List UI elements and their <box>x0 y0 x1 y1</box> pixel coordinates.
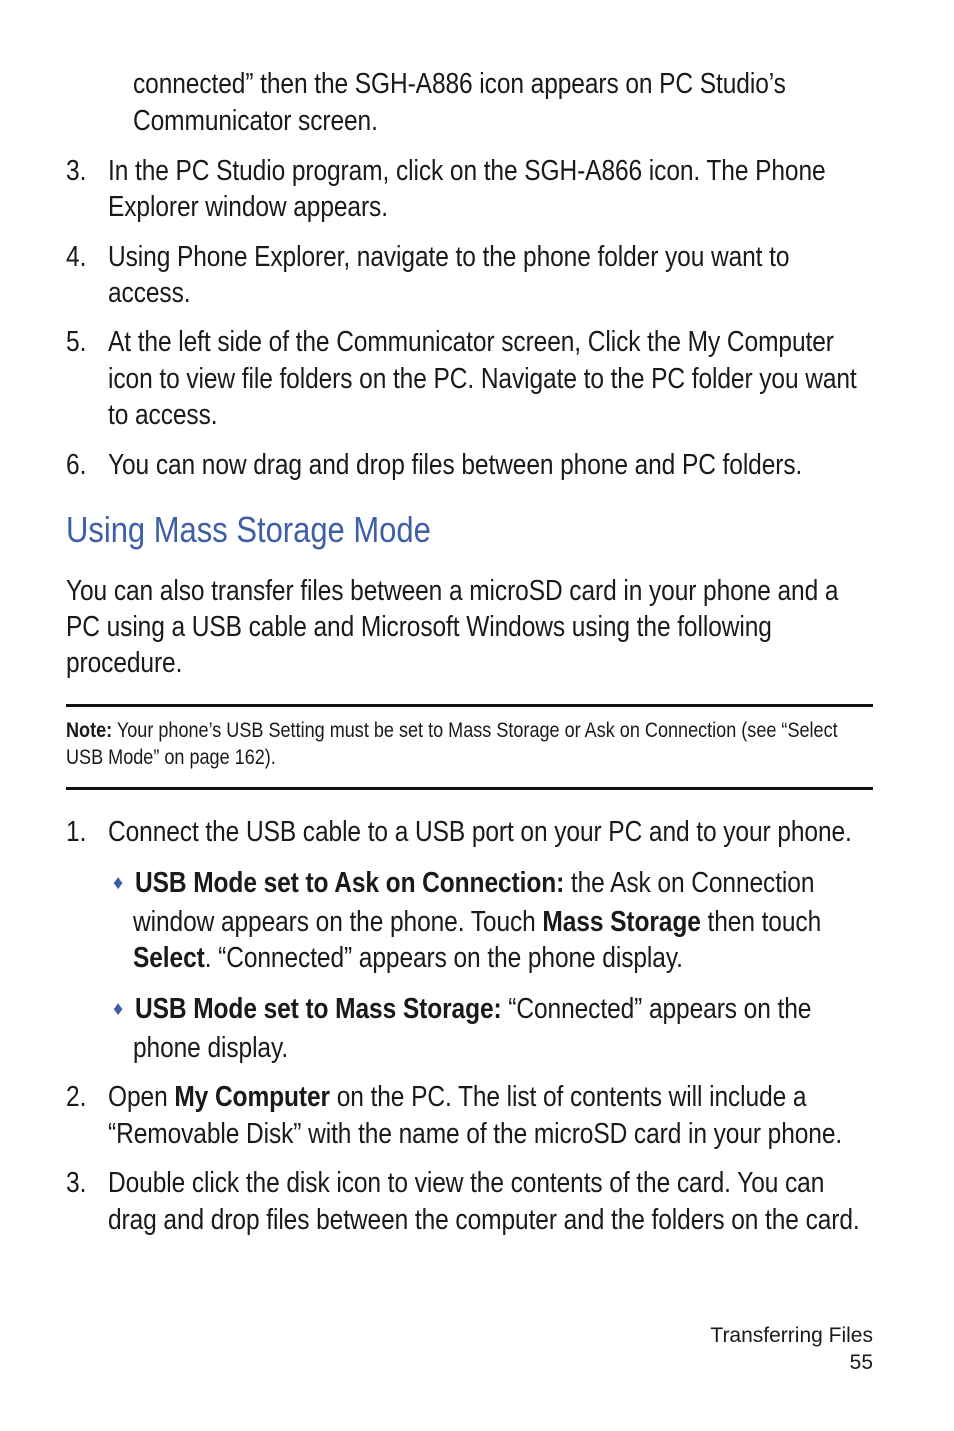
step-text: drag and drop files between the computer and the folders on the card. <box>108 1204 860 1236</box>
step-number: 3. <box>66 155 87 187</box>
step-text: Explorer window appears. <box>108 191 388 223</box>
step-text-part: Open <box>108 1081 175 1113</box>
bullet-bold: Mass Storage <box>542 906 701 938</box>
bullet-bold: USB Mode set to Mass Storage: <box>135 993 502 1025</box>
bullet-text: “Connected” appears on the <box>501 993 812 1025</box>
page-number: 55 <box>849 1351 873 1374</box>
step-text: Connect the USB cable to a USB port on your PC and to your phone. <box>108 816 852 848</box>
bullet-bold: Select <box>133 942 205 974</box>
bullet-text: window appears on the phone. Touch <box>133 906 543 938</box>
step-text: icon to view file folders on the PC. Navigate to the PC folder you want <box>108 363 857 395</box>
note-text: Your phone’s USB Setting must be set to Mass Storage or Ask on Connection (see “Select <box>112 719 838 742</box>
bullet-line <box>133 940 683 977</box>
bullet-text: . “Connected” appears on the phone display. <box>204 942 683 974</box>
step-number: 2. <box>66 1081 87 1113</box>
footer-section-title: Transferring Files <box>710 1324 873 1347</box>
continuation-line-2: Communicator screen. <box>133 105 378 137</box>
note-top-rule <box>66 704 873 707</box>
note-line-2: USB Mode” on page 162). <box>66 746 276 769</box>
intro-line: PC using a USB cable and Microsoft Windows using the following <box>66 611 772 643</box>
step-number: 5. <box>66 326 87 358</box>
step-text: At the left side of the Communicator screen, Click the My Computer <box>108 326 834 358</box>
diamond-icon: ♦ <box>113 872 124 894</box>
intro-line: You can also transfer files between a microSD card in your phone and a <box>66 575 839 607</box>
step-number: 1. <box>66 816 87 848</box>
step-number: 4. <box>66 241 87 273</box>
continuation-line-1: connected” then the SGH-A886 icon appears on PC Studio’s <box>133 68 786 100</box>
step-text: In the PC Studio program, click on the SGH-A866 icon. The Phone <box>108 155 826 187</box>
section-heading: Using Mass Storage Mode <box>66 509 431 550</box>
step-number: 6. <box>66 449 87 481</box>
step-text: to access. <box>108 399 218 431</box>
bullet-line <box>135 865 814 902</box>
step-text: You can now drag and drop files between phone and PC folders. <box>108 449 803 481</box>
bullet-text: the Ask on Connection <box>564 867 815 899</box>
step-text: access. <box>108 277 191 309</box>
step-bold: My Computer <box>174 1081 331 1113</box>
note-line-1 <box>66 717 838 744</box>
bullet-line <box>135 991 811 1028</box>
diamond-icon: ♦ <box>113 998 124 1020</box>
step-text: Double click the disk icon to view the contents of the card. You can <box>108 1167 825 1199</box>
note-bottom-rule <box>66 787 873 790</box>
step-text: Using Phone Explorer, navigate to the phone folder you want to <box>108 241 790 273</box>
intro-line: procedure. <box>66 647 183 679</box>
step-number: 3. <box>66 1167 87 1199</box>
note-label: Note: <box>66 719 113 742</box>
bullet-text: then touch <box>700 906 822 938</box>
step-text: “Removable Disk” with the name of the microSD card in your phone. <box>108 1118 843 1150</box>
step-text <box>108 1079 806 1116</box>
step-text-part: on the PC. The list of contents will include a <box>330 1081 807 1113</box>
bullet-line: phone display. <box>133 1032 289 1064</box>
bullet-bold: USB Mode set to Ask on Connection: <box>135 867 565 899</box>
bullet-line <box>133 904 821 941</box>
